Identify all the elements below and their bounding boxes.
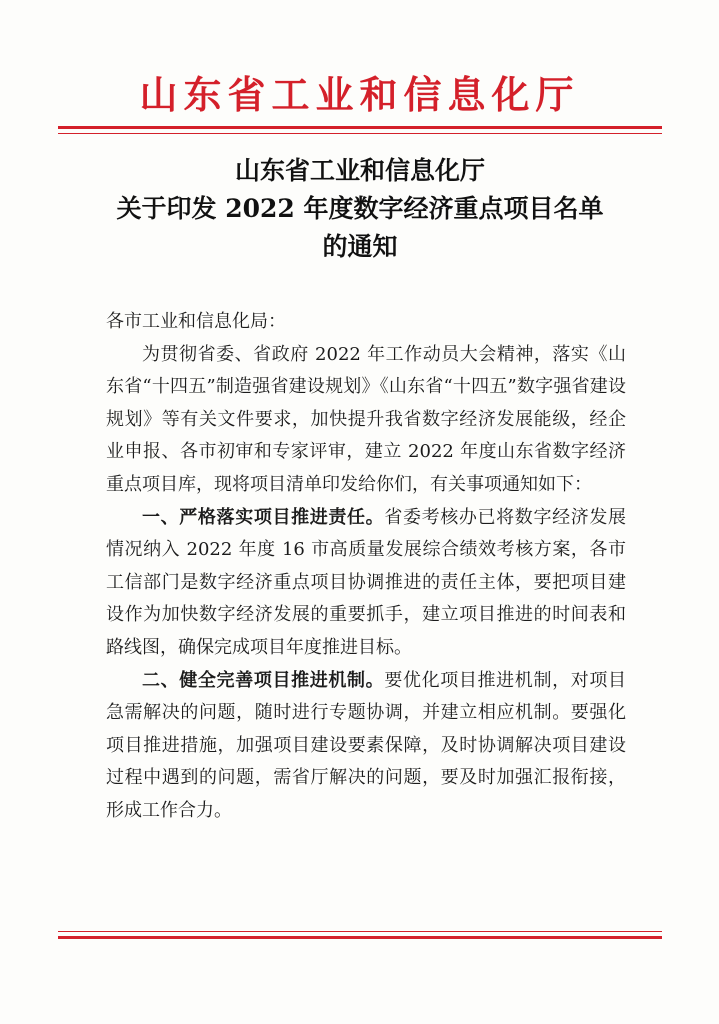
title-line-2: 关于印发 2022 年度数字经济重点项目名单 [116, 194, 604, 223]
section-2-heading: 二、健全完善项目推进机制。 [142, 669, 385, 691]
letterhead-red-rule-thin [58, 133, 662, 134]
section-2-text: 要优化项目推进机制，对项目急需解决的问题，随时进行专题协调，并建立相应机制。要强化项目推进措施，加强项目建设要素保障，及时协调解决项目建设过程中遇到的问题，需省厅解决的问题，要及时加强汇报衔接，形成工作合力。 [106, 669, 627, 821]
section-1-paragraph [106, 502, 626, 665]
title-line-3: 的通知 [322, 232, 398, 261]
section-2-paragraph [106, 665, 626, 828]
footer-red-rule-thin [58, 931, 662, 932]
org-letterhead: 山东省工业和信息化厅 [139, 72, 580, 117]
letterhead-red-rule-thick [58, 126, 662, 129]
intro-paragraph: 为贯彻省委、省政府 2022 年工作动员大会精神，落实《山东省“十四五”制造强省建设规划》《山东省“十四五”数字强省建设规划》等有关文件要求，加快提升我省数字经济发展能级，经企业申报、各市初审和专家评审，建立 2022 年度山东省数字经济重点项目库，现将项目清单印发给你们，有关事项通知如下： [106, 343, 626, 495]
section-1-text: 省委考核办已将数字经济发展情况纳入 2022 年度 16 市高质量发展综合绩效考核方案，各市工信部门是数字经济重点项目协调推进的责任主体，要把项目建设作为加快数字经济发展的重要抓手，建立项目推进的时间表和路线图，确保完成项目年度推进目标。 [106, 506, 627, 658]
title-line-1: 山东省工业和信息化厅 [234, 156, 485, 185]
document-body [106, 306, 626, 828]
section-1-heading: 一、严格落实项目推进责任。 [142, 506, 385, 528]
document-title [60, 152, 660, 266]
footer-red-rule-thick [58, 936, 662, 939]
salutation: 各市工业和信息化局： [106, 311, 286, 332]
